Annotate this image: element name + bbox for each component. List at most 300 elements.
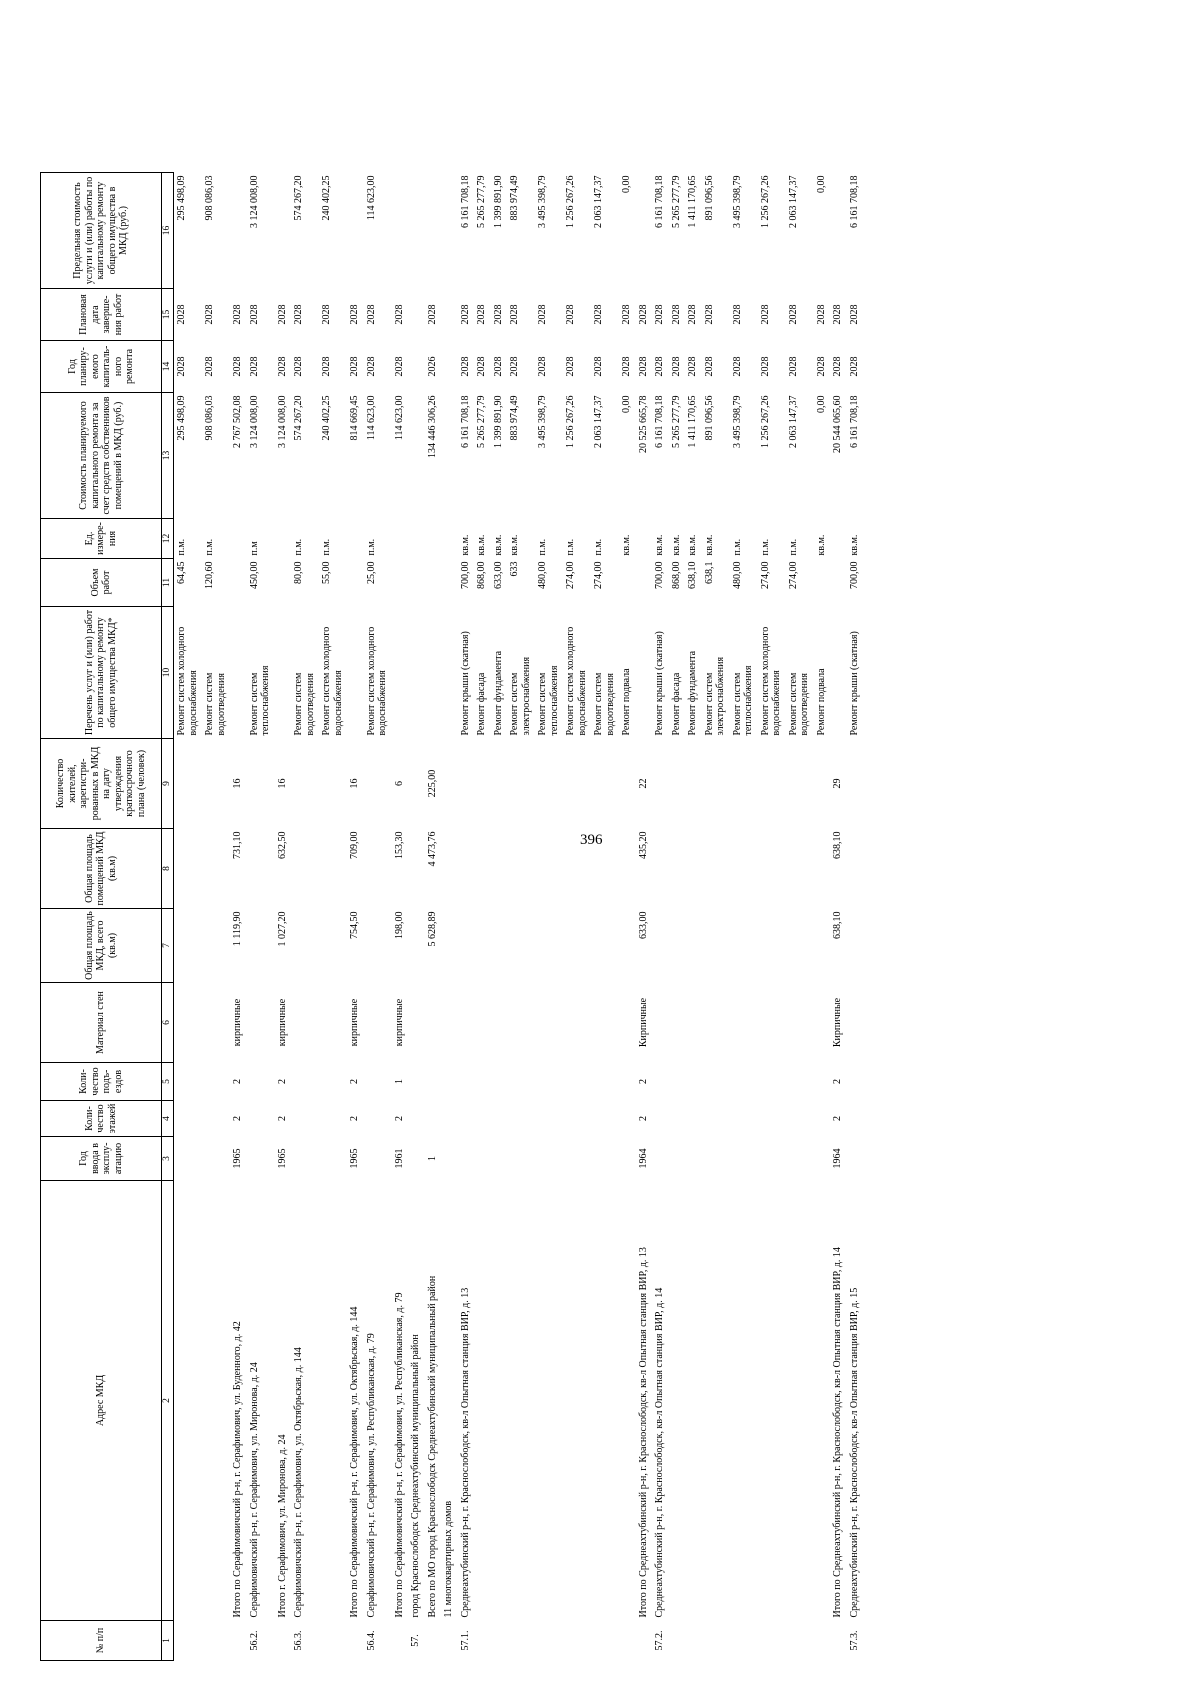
table-row (591, 173, 619, 1661)
area-total-cell (730, 909, 758, 983)
row-number (730, 1621, 758, 1661)
floors-cell (202, 1101, 230, 1137)
address-cell (758, 1181, 786, 1621)
year-cell (535, 1137, 563, 1181)
max-cost-cell (441, 173, 458, 289)
address-cell: Итого г. Серафимович, ул. Миронова, д. 24 (276, 1434, 288, 1618)
address-cell: Итого по Среднеахтубинский р-н, г. Краснослободск, кв-л Опытная станция ВИР, д. 14 (832, 1247, 843, 1618)
row-number (563, 1621, 591, 1661)
end-date-cell: 2028 (621, 304, 632, 325)
table-header (41, 173, 174, 1661)
end-date-cell: 2028 (703, 304, 715, 325)
column-header: Предельная стоимость услуги и (или) работы по капитальному ремонту общего имущества в МКД (руб.) (41, 173, 162, 289)
year-cell (364, 1137, 392, 1181)
wall-material-cell (247, 983, 275, 1063)
row-number (636, 1621, 653, 1661)
entrances-cell: 2 (232, 1079, 243, 1084)
area-total-cell (591, 909, 619, 983)
max-cost-cell (425, 173, 442, 289)
plan-year-cell: 2028 (393, 356, 405, 377)
table-row (174, 173, 203, 1661)
entrances-cell (535, 1063, 563, 1101)
unit-cell: кв.м. (670, 534, 682, 556)
work-cell: Ремонт подвала (815, 668, 827, 736)
year-cell: 1965 (349, 1148, 360, 1169)
max-cost-cell (275, 173, 292, 289)
area-rooms-cell (730, 829, 758, 909)
year-cell (202, 1137, 230, 1181)
max-cost-cell: 5 265 277,79 (670, 175, 682, 228)
residents-cell (669, 739, 686, 829)
table-row (458, 173, 475, 1661)
volume-cell: 638,10 (687, 561, 698, 589)
residents-cell (786, 739, 814, 829)
end-date-cell: 2028 (815, 304, 827, 325)
wall-material-cell (685, 983, 702, 1063)
table-row (275, 173, 292, 1661)
end-date-cell: 2028 (670, 304, 682, 325)
column-number: 15 (162, 289, 174, 341)
unit-cell: кв.м. (476, 534, 487, 556)
unit-cell: кв.м. (621, 534, 632, 556)
plan-year-cell: 2028 (848, 356, 860, 377)
unit-cell (230, 519, 247, 559)
page-number: 396 (580, 832, 603, 848)
unit-cell: п.м. (759, 538, 771, 556)
plan-year-cell: 2028 (509, 356, 520, 377)
wall-material-cell: кирпичные (232, 998, 243, 1047)
address-cell (786, 1181, 814, 1621)
wall-material-cell (425, 983, 442, 1063)
table-body (174, 173, 864, 1661)
year-cell (591, 1137, 619, 1181)
end-date-cell: 2028 (248, 304, 260, 325)
floors-cell (425, 1101, 442, 1137)
table-row (786, 173, 814, 1661)
volume-cell: 480,00 (731, 561, 743, 589)
volume-cell: 480,00 (537, 561, 548, 589)
volume-cell: 638,1 (703, 561, 715, 584)
entrances-cell: 2 (276, 1079, 288, 1084)
work-cell: Ремонт систем водоотведения (204, 672, 227, 736)
plan-year-cell: 2028 (232, 356, 243, 377)
address-cell: Серафимовичский р-н, г. Серафимович, ул. Миронова, д. 24 (248, 1362, 260, 1618)
cost-cell: 295 498,09 (176, 395, 187, 441)
year-cell (458, 1137, 475, 1181)
cost-cell: 20 544 065,60 (832, 395, 843, 453)
unit-cell: п.м. (321, 538, 332, 556)
work-cell: Ремонт систем электроснабжения (509, 656, 532, 736)
address-cell (730, 1181, 758, 1621)
column-header: Перечень услуг и (или) работ по капитальному ремонту общего имущества МКД* (41, 607, 162, 739)
cost-cell: 5 265 277,79 (670, 395, 682, 448)
year-cell: 1964 (832, 1148, 843, 1169)
unit-cell: кв.м. (848, 534, 860, 556)
plan-year-cell (441, 341, 458, 393)
plan-year-cell: 2028 (637, 356, 649, 377)
entrances-cell (669, 1063, 686, 1101)
end-date-cell: 2028 (687, 304, 698, 325)
max-cost-cell: 3 124 008,00 (248, 175, 260, 228)
area-rooms-cell (319, 829, 347, 909)
column-header: Коли-чество этажей (41, 1101, 162, 1137)
wall-material-cell (535, 983, 563, 1063)
floors-cell (491, 1101, 508, 1137)
volume-cell (275, 559, 292, 607)
wall-material-cell (786, 983, 814, 1063)
entrances-cell (758, 1063, 786, 1101)
wall-material-cell (202, 983, 230, 1063)
volume-cell: 64,45 (176, 561, 187, 584)
floors-cell (652, 1101, 669, 1137)
plan-year-cell: 2028 (621, 356, 632, 377)
floors-cell (786, 1101, 814, 1137)
table-row (814, 173, 831, 1661)
column-header: Адрес МКД (41, 1181, 162, 1621)
column-number: 7 (162, 909, 174, 983)
area-total-cell (507, 909, 535, 983)
residents-cell (814, 739, 831, 829)
plan-year-cell: 2028 (593, 356, 604, 377)
unit-cell (392, 519, 409, 559)
wall-material-cell: Кирпичные (637, 997, 649, 1048)
volume-cell (830, 559, 847, 607)
wall-material-cell (669, 983, 686, 1063)
residents-cell (730, 739, 758, 829)
plan-year-cell: 2028 (703, 356, 715, 377)
address-cell: Среднеахтубинский р-н, г. Краснослободск, кв-л Опытная станция ВИР, д. 13 (459, 1287, 471, 1618)
work-cell (441, 607, 458, 739)
wall-material-cell (174, 983, 203, 1063)
volume-cell: 274,00 (787, 561, 799, 589)
volume-cell (347, 559, 364, 607)
end-date-cell: 2028 (848, 304, 860, 325)
end-date-cell: 2028 (365, 304, 377, 325)
residents-cell (491, 739, 508, 829)
area-total-cell (364, 909, 392, 983)
floors-cell (702, 1101, 730, 1137)
end-date-cell: 2028 (565, 304, 576, 325)
year-cell (702, 1137, 730, 1181)
address-cell (507, 1181, 535, 1621)
area-rooms-cell (814, 829, 831, 909)
year-cell (441, 1137, 458, 1181)
wall-material-cell (458, 983, 475, 1063)
entrances-cell (507, 1063, 535, 1101)
address-cell: Итого по Среднеахтубинский р-н, г. Краснослободск, кв-л Опытная станция ВИР, д. 13 (637, 1247, 649, 1618)
table-row (441, 173, 458, 1661)
max-cost-cell: 908 086,03 (204, 175, 215, 221)
unit-cell: кв.м. (654, 534, 665, 556)
address-cell: 11 многоквартирных домов (443, 1500, 454, 1618)
column-header: Плановая дата заверше-ния работ (41, 289, 162, 341)
end-date-cell: 2028 (293, 304, 304, 325)
year-cell (786, 1137, 814, 1181)
area-total-cell: 633,00 (637, 911, 649, 939)
cost-cell (408, 393, 425, 519)
max-cost-cell: 0,00 (815, 175, 827, 193)
area-rooms-cell (669, 829, 686, 909)
year-cell (408, 1137, 425, 1181)
area-rooms-cell: 435,20 (637, 831, 649, 859)
entrances-cell (291, 1063, 319, 1101)
table-row (392, 173, 409, 1661)
plan-year-cell: 2028 (293, 356, 304, 377)
max-cost-cell (347, 173, 364, 289)
area-rooms-cell (507, 829, 535, 909)
area-rooms-cell (174, 829, 203, 909)
volume-cell (636, 559, 653, 607)
entrances-cell: 2 (637, 1079, 649, 1084)
wall-material-cell (474, 983, 491, 1063)
address-cell (669, 1181, 686, 1621)
wall-material-cell (291, 983, 319, 1063)
area-rooms-cell (535, 829, 563, 909)
floors-cell: 2 (393, 1116, 405, 1121)
unit-cell: п.м. (204, 538, 215, 556)
area-total-cell (319, 909, 347, 983)
year-cell (563, 1137, 591, 1181)
work-cell: Ремонт систем холодного водоснабжения (365, 626, 388, 736)
plan-year-cell: 2028 (321, 356, 332, 377)
area-total-cell (758, 909, 786, 983)
plan-year-cell: 2028 (687, 356, 698, 377)
wall-material-cell (847, 983, 864, 1063)
entrances-cell (730, 1063, 758, 1101)
cost-cell: 3 495 398,79 (731, 395, 743, 448)
area-rooms-cell (202, 829, 230, 909)
plan-year-cell: 2028 (276, 356, 288, 377)
row-number (591, 1621, 619, 1661)
entrances-cell (408, 1063, 425, 1101)
year-cell (319, 1137, 347, 1181)
column-header: Год планиру-емого капиталь-ного ремонта (41, 341, 162, 393)
cost-cell: 908 086,03 (204, 395, 215, 441)
end-date-cell: 2028 (176, 304, 187, 325)
work-cell: Ремонт фундамента (687, 650, 698, 736)
floors-cell (619, 1101, 636, 1137)
work-cell: Ремонт фасада (670, 672, 682, 736)
address-cell: Среднеахтубинский р-н, г. Краснослободск, кв-л Опытная станция ВИР, д. 14 (654, 1287, 665, 1618)
residents-cell (364, 739, 392, 829)
year-cell (291, 1137, 319, 1181)
area-rooms-cell (408, 829, 425, 909)
address-cell (591, 1181, 619, 1621)
floors-cell: 2 (637, 1116, 649, 1121)
address-cell: Среднеахтубинский р-н, г. Краснослободск, кв-л Опытная станция ВИР, д. 15 (848, 1287, 860, 1618)
area-total-cell (619, 909, 636, 983)
max-cost-cell: 1 399 891,90 (492, 175, 504, 228)
column-number: 5 (162, 1063, 174, 1101)
work-cell: Ремонт систем теплоснабжения (248, 665, 271, 736)
work-cell: Ремонт систем холодного водоснабжения (565, 626, 588, 736)
area-total-cell (652, 909, 669, 983)
area-total-cell (441, 909, 458, 983)
unit-cell (636, 519, 653, 559)
column-number: 13 (162, 393, 174, 519)
unit-cell: п.м. (731, 538, 743, 556)
area-total-cell (491, 909, 508, 983)
residents-cell (507, 739, 535, 829)
column-number: 8 (162, 829, 174, 909)
column-number: 4 (162, 1101, 174, 1137)
unit-cell: п.м. (293, 538, 304, 556)
end-date-cell: 2028 (459, 304, 471, 325)
work-cell (275, 607, 292, 739)
max-cost-cell: 240 402,25 (321, 175, 332, 221)
address-cell: Всего по МО город Краснослободск Среднеахтубинский муниципальный район (426, 1275, 438, 1618)
area-total-cell (847, 909, 864, 983)
address-cell (319, 1181, 347, 1621)
year-cell (247, 1137, 275, 1181)
table-row (563, 173, 591, 1661)
entrances-cell (174, 1063, 203, 1101)
column-header: Коли-чество подъ-ездов (41, 1063, 162, 1101)
address-cell: Серафимовичский р-н, г. Серафимович, ул. Республиканская, д. 79 (365, 1333, 377, 1618)
address-cell (202, 1181, 230, 1621)
end-date-cell: 2028 (276, 304, 288, 325)
plan-year-cell: 2028 (365, 356, 377, 377)
column-header: Ед. измере-ния (41, 519, 162, 559)
area-total-cell (202, 909, 230, 983)
area-rooms-cell (758, 829, 786, 909)
residents-cell (563, 739, 591, 829)
row-number (685, 1621, 702, 1661)
residents-cell (291, 739, 319, 829)
work-cell: Ремонт крыши (скатная) (459, 631, 471, 736)
residents-cell: 225,00 (426, 769, 438, 798)
address-cell: город Краснослободск Среднеахтубинский муниципальный район (410, 1334, 421, 1618)
end-date-cell: 2028 (787, 304, 799, 325)
address-cell (474, 1181, 491, 1621)
end-date-cell: 2028 (349, 304, 360, 325)
area-rooms-cell (364, 829, 392, 909)
cost-cell: 5 265 277,79 (476, 395, 487, 448)
plan-year-cell: 2028 (731, 356, 743, 377)
max-cost-cell: 574 267,20 (293, 175, 304, 221)
address-cell (535, 1181, 563, 1621)
wall-material-cell (408, 983, 425, 1063)
max-cost-cell: 1 256 267,26 (565, 175, 576, 228)
wall-material-cell (364, 983, 392, 1063)
residents-cell (685, 739, 702, 829)
max-cost-cell: 5 265 277,79 (476, 175, 487, 228)
entrances-cell (474, 1063, 491, 1101)
cost-cell: 20 525 665,78 (637, 395, 649, 453)
area-total-cell (408, 909, 425, 983)
column-header: Материал стен (41, 983, 162, 1063)
cost-cell: 3 495 398,79 (537, 395, 548, 448)
unit-cell: п.м. (787, 538, 799, 556)
address-cell (174, 1181, 203, 1621)
plan-year-cell: 2028 (459, 356, 471, 377)
row-number (491, 1621, 508, 1661)
work-cell: Ремонт систем водоотведения (593, 672, 616, 736)
volume-cell: 120,60 (204, 561, 215, 589)
year-cell (685, 1137, 702, 1181)
end-date-cell: 2028 (426, 304, 438, 325)
row-number (814, 1621, 831, 1661)
area-rooms-cell (591, 829, 619, 909)
table-row (291, 173, 319, 1661)
floors-cell (847, 1101, 864, 1137)
floors-cell (758, 1101, 786, 1137)
plan-year-cell: 2028 (815, 356, 827, 377)
floors-cell (174, 1101, 203, 1137)
column-number: 2 (162, 1181, 174, 1621)
address-cell: Итого по Серафимовичский р-н, г. Серафимович, ул. Октябрьская, д. 144 (349, 1306, 360, 1618)
entrances-cell (247, 1063, 275, 1101)
plan-year-cell: 2028 (759, 356, 771, 377)
entrances-cell (619, 1063, 636, 1101)
max-cost-cell (230, 173, 247, 289)
entrances-cell (685, 1063, 702, 1101)
year-cell: 1965 (232, 1148, 243, 1169)
row-number (535, 1621, 563, 1661)
area-rooms-cell (786, 829, 814, 909)
row-number (758, 1621, 786, 1661)
table-row (347, 173, 364, 1661)
plan-year-cell: 2028 (476, 356, 487, 377)
floors-cell (730, 1101, 758, 1137)
area-rooms-cell: 632,50 (276, 831, 288, 859)
unit-cell: кв.м. (815, 534, 827, 556)
work-cell: Ремонт систем теплоснабжения (731, 665, 754, 736)
wall-material-cell (702, 983, 730, 1063)
entrances-cell (425, 1063, 442, 1101)
column-number: 12 (162, 519, 174, 559)
area-total-cell (291, 909, 319, 983)
max-cost-cell: 114 623,00 (365, 175, 377, 221)
cost-cell: 240 402,25 (321, 395, 332, 441)
row-number: 56.2. (248, 1630, 260, 1651)
year-cell (507, 1137, 535, 1181)
area-rooms-cell: 4 473,76 (426, 831, 438, 867)
area-total-cell (174, 909, 203, 983)
end-date-cell: 2028 (731, 304, 743, 325)
address-cell (702, 1181, 730, 1621)
row-number (441, 1621, 458, 1661)
cost-cell: 114 623,00 (393, 395, 405, 441)
max-cost-cell (636, 173, 653, 289)
floors-cell: 2 (349, 1116, 360, 1121)
residents-cell (702, 739, 730, 829)
column-header: Год ввода в эксплу-атацию (41, 1137, 162, 1181)
floors-cell (563, 1101, 591, 1137)
wall-material-cell: кирпичные (349, 998, 360, 1047)
cost-cell: 6 161 708,18 (848, 395, 860, 448)
floors-cell (535, 1101, 563, 1137)
area-total-cell: 638,10 (832, 911, 843, 939)
end-date-cell: 2028 (476, 304, 487, 325)
area-rooms-cell (563, 829, 591, 909)
row-number (786, 1621, 814, 1661)
residents-cell: 22 (637, 778, 649, 789)
entrances-cell: 2 (349, 1079, 360, 1084)
address-cell: Итого по Серафимовичский р-н, г. Серафимович, ул. Республиканская, д. 79 (393, 1292, 405, 1618)
floors-cell (408, 1101, 425, 1137)
row-number: 56.3. (293, 1630, 304, 1651)
area-total-cell (669, 909, 686, 983)
wall-material-cell (319, 983, 347, 1063)
max-cost-cell (830, 173, 847, 289)
floors-cell (458, 1101, 475, 1137)
work-cell: Ремонт систем водоотведения (787, 672, 810, 736)
row-number (669, 1621, 686, 1661)
cost-cell: 0,00 (815, 395, 827, 413)
volume-cell: 274,00 (565, 561, 576, 589)
volume-cell (441, 559, 458, 607)
